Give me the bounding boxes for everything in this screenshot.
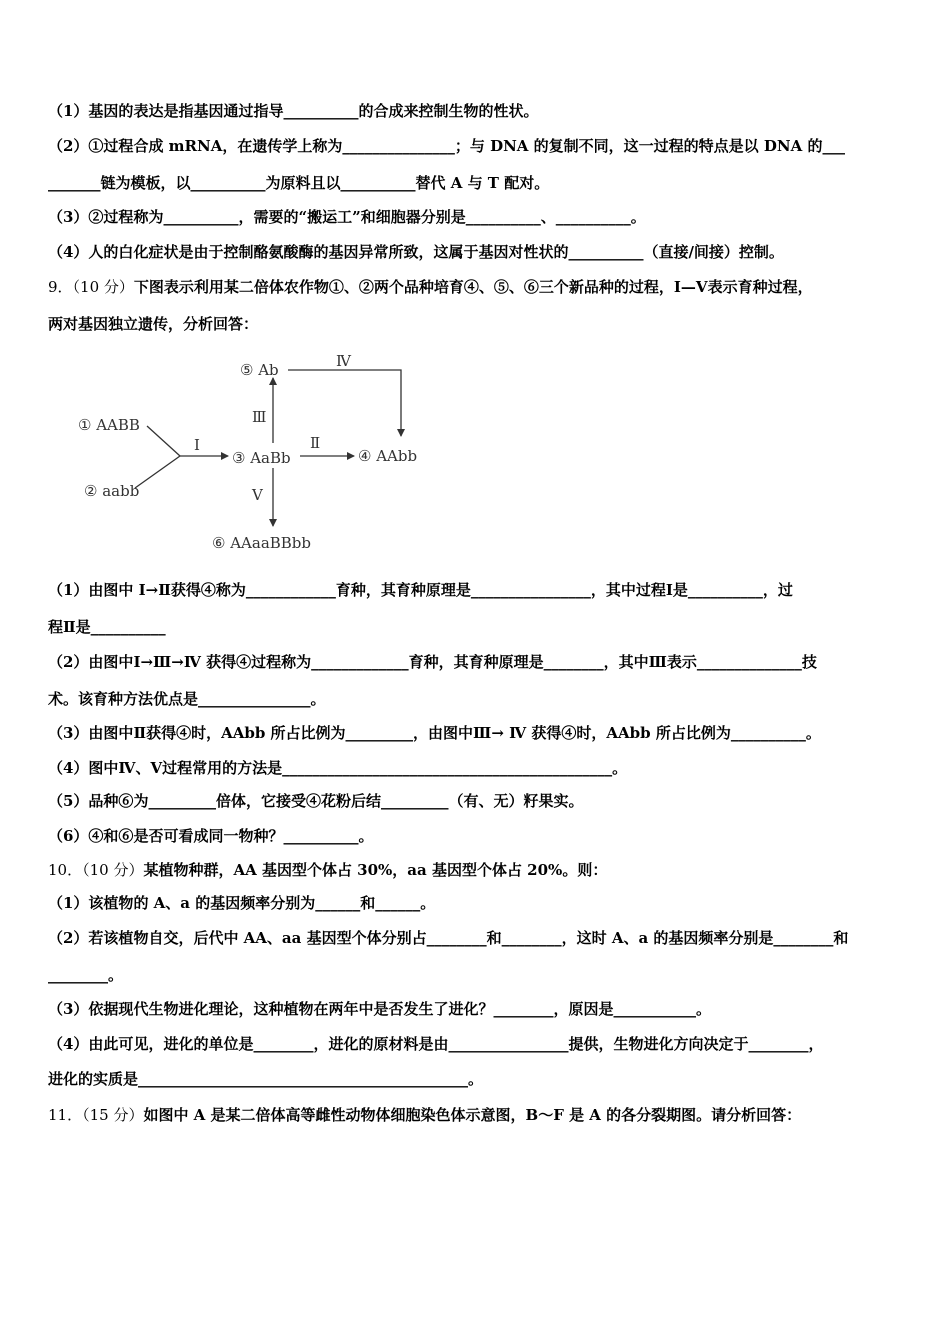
q9-item-5: （5）品种⑥为_________倍体，它接受④花粉后结_________（有、无）籽果实。	[48, 792, 584, 810]
cross-line-lower	[135, 456, 180, 488]
q9-item-3: （3）由图中Ⅱ获得④时，AAbb 所占比例为_________，由图中Ⅲ→ Ⅳ 获得④时，AAbb 所占比例为__________。	[48, 724, 821, 742]
step-IV-label: Ⅳ	[336, 352, 351, 370]
cross-line-upper	[147, 426, 180, 456]
q10-item-2-line-1: （2）若该植物自交，后代中 AA、aa 基因型个体分别占________和________，这时 A、a 的基因频率分别是________和	[48, 929, 849, 947]
q8-item-2-line-2: _______链为模板，以__________为原料且以__________替代 A 与 T 配对。	[48, 174, 550, 192]
q10-stem	[48, 859, 906, 881]
q9-item-2-line-2: 术。该育种方法优点是_______________。	[48, 690, 326, 708]
process-IV-arrow	[288, 370, 401, 436]
q8-item-4: （4）人的白化症状是由于控制酪氨酸酶的基因异常所致，这属于基因对性状的__________（直接/间接）控制。	[48, 243, 784, 261]
q11-stem-text: 如图中 A 是某二倍体高等雌性动物体细胞染色体示意图，B～F 是 A 的各分裂期图。请分析回答：	[143, 1106, 802, 1124]
q8-item-3: （3）②过程称为__________，需要的“搬运工”和细胞器分别是__________、__________。	[48, 208, 646, 226]
step-III-label: Ⅲ	[252, 408, 267, 426]
q10-item-2-line-2: ________。	[48, 966, 124, 984]
q8-item-1: （1）基因的表达是指基因通过指导__________的合成来控制生物的性状。	[48, 102, 539, 120]
q10-item-4-line-2: 进化的实质是____________________________________________。	[48, 1070, 484, 1088]
node-6-label: ⑥ AAaaBBbb	[212, 534, 312, 552]
q9-item-1-line-1: （1）由图中 Ⅰ→Ⅱ获得④称为____________育种，其育种原理是________________，其中过程Ⅰ是__________，过	[48, 581, 793, 599]
q10-item-4-line-1: （4）由此可见，进化的单位是________，进化的原材料是由________________提供，生物进化方向决定于________，	[48, 1035, 824, 1053]
q9-item-4: （4）图中Ⅳ、Ⅴ过程常用的方法是____________________________________________。	[48, 759, 628, 777]
q9-item-6: （6）④和⑥是否可看成同一物种？__________。	[48, 827, 374, 845]
node-2-label: ② aabb	[84, 482, 140, 500]
node-4-label: ④ AAbb	[358, 447, 418, 465]
q10-number: 10．（10 分）	[48, 861, 144, 879]
q9-number: 9．（10 分）	[48, 278, 134, 296]
step-I-label: Ⅰ	[194, 436, 200, 454]
q9-stem-text: 下图表示利用某二倍体农作物①、②两个品种培育④、⑤、⑥三个新品种的过程，Ⅰ—Ⅴ表示育种过程，	[133, 278, 813, 296]
q8-item-2-line-1: （2）①过程合成 mRNA，在遗传学上称为_______________；与 DNA 的复制不同，这一过程的特点是以 DNA 的___	[48, 137, 845, 155]
q11-number: 11．（15 分）	[48, 1106, 144, 1124]
step-V-label: Ⅴ	[252, 486, 263, 504]
node-1-label: ① AABB	[78, 416, 140, 434]
step-II-label: Ⅱ	[310, 434, 321, 452]
node-5-label: ⑤ Ab	[240, 361, 279, 379]
q9-stem-line-2: 两对基因独立遗传，分析回答：	[48, 315, 259, 333]
q10-item-1: （1）该植物的 A、a 的基因频率分别为______和______。	[48, 894, 436, 912]
q9-item-2-line-1: （2）由图中Ⅰ→Ⅲ→Ⅳ 获得④过程称为_____________育种，其育种原理是________，其中Ⅲ表示______________技	[48, 653, 817, 671]
q9-stem-line-1	[48, 276, 906, 298]
q9-item-1-line-2: 程Ⅱ是__________	[48, 618, 166, 636]
q11-stem	[48, 1104, 906, 1126]
breeding-diagram	[60, 348, 440, 558]
q10-item-3: （3）依据现代生物进化理论，这种植物在两年中是否发生了进化？________，原因是___________。	[48, 1000, 711, 1018]
node-3-label: ③ AaBb	[232, 449, 291, 467]
q10-stem-text: 某植物种群，AA 基因型个体占 30%，aa 基因型个体占 20%。则：	[143, 861, 608, 879]
